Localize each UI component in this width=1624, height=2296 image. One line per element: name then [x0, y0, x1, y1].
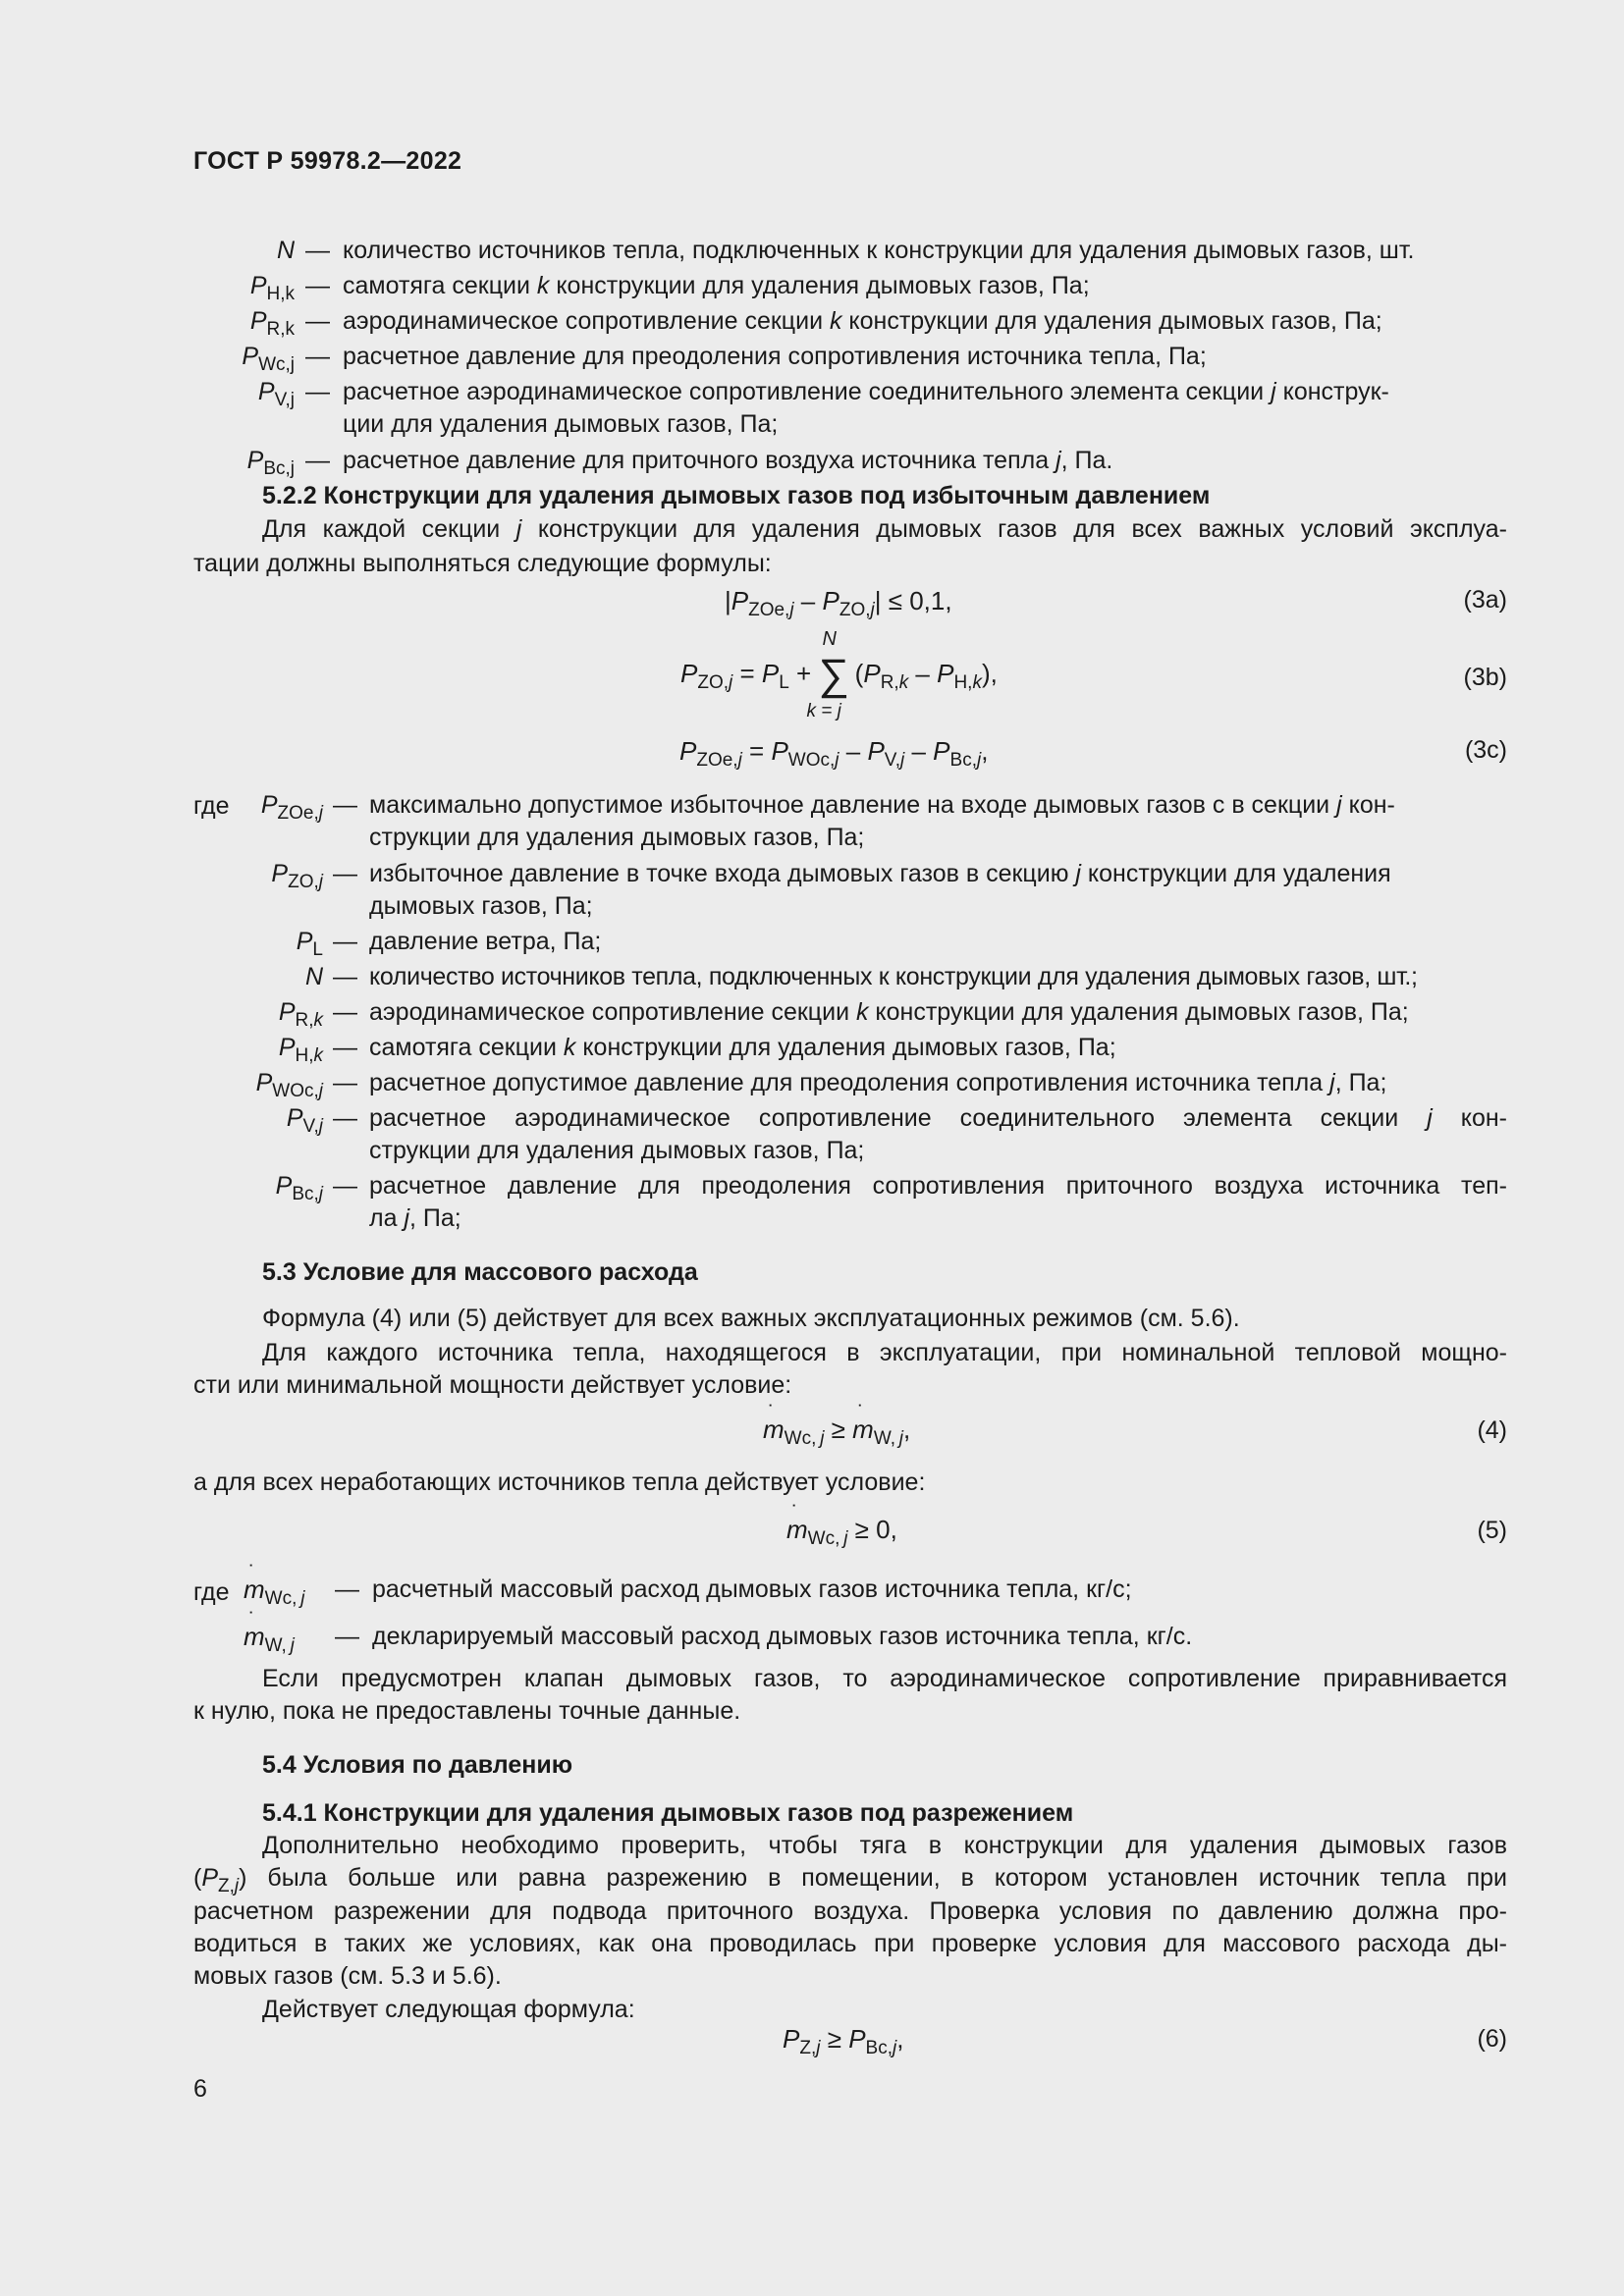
where-label: где [193, 1578, 230, 1606]
dash: — [305, 307, 330, 335]
paragraph: Для каждого источника тепла, находящегося в эксплуатации, при номинальной тепловой мощно- [262, 1339, 1507, 1366]
definition-text: расчетное допустимое давление для преодоления сопротивления источника тепла j, Па; [369, 1069, 1387, 1096]
paragraph: Действует следующая формула: [262, 1996, 635, 2023]
term-symbol: $P_{Bc,j}$ [246, 447, 295, 479]
dash: — [335, 1575, 359, 1603]
dash: — [305, 343, 330, 370]
definition-text: расчетное давление для приточного воздуха источника тепла j, Па. [343, 447, 1113, 474]
definition-text: декларируемый массовый расход дымовых газов источника тепла, кг/с. [372, 1623, 1193, 1650]
definition-text: аэродинамическое сопротивление секции k конструкции для удаления дымовых газов, Па; [369, 998, 1409, 1026]
paragraph: $(P_{Z,j})$ была больше или равна разрежению в помещении, в котором установлен источник тепла при [193, 1864, 1507, 1896]
dash: — [333, 791, 357, 819]
paragraph: Если предусмотрен клапан дымовых газов, то аэродинамическое сопротивление приравнивается [262, 1665, 1507, 1692]
paragraph: Дополнительно необходимо проверить, чтобы тяга в конструкции для удаления дымовых газов [262, 1832, 1507, 1859]
paragraph: тации должны выполняться следующие формулы: [193, 550, 772, 577]
definition-text: самотяга секции k конструкции для удаления дымовых газов, Па; [369, 1034, 1116, 1061]
term-symbol: N [276, 237, 295, 264]
section-heading-5-4: 5.4 Условия по давлению [262, 1751, 573, 1779]
formula-5: ˙ $m_{Wc, j} \ge 0$, [786, 1515, 897, 1545]
term-symbol: $P_{ZOe,j}$ [260, 791, 323, 824]
equation-number: (6) [1477, 2025, 1507, 2053]
definition-text: количество источников тепла, подключенных к конструкции для удаления дымовых газов, шт. [343, 237, 1415, 264]
formula-3a: $|P_{ZOe,j} - P_{ZO,j}| \le 0,1$, [725, 586, 952, 620]
paragraph: мовых газов (см. 5.3 и 5.6). [193, 1962, 502, 1990]
dash: — [333, 928, 357, 955]
dash: — [305, 272, 330, 299]
page-header: ГОСТ Р 59978.2—2022 [193, 147, 462, 175]
paragraph: к нулю, пока не предоставлены точные данные. [193, 1697, 741, 1725]
definition-text: самотяга секции k конструкции для удаления дымовых газов, Па; [343, 272, 1090, 299]
dash: — [333, 1034, 357, 1061]
formula-4: ˙ $m_{Wc, j}$ ≥ ˙ $m_{W, j}$, [763, 1415, 910, 1445]
definition-text-cont: ла j, Па; [369, 1204, 461, 1232]
definition-text: расчетное давление для преодоления сопротивления приточного воздуха источника теп- [369, 1172, 1507, 1200]
equation-number: (5) [1477, 1517, 1507, 1544]
page-number: 6 [193, 2075, 207, 2103]
dash: — [333, 1069, 357, 1096]
term-symbol: $P_{H,k}$ [278, 1034, 323, 1066]
term-symbol: $P_{V,j}$ [286, 1104, 323, 1137]
dash: — [305, 237, 330, 264]
dash: — [333, 1172, 357, 1200]
dash: — [333, 963, 357, 990]
definition-text: максимально допустимое избыточное давление на входе дымовых газов с в секции j кон- [369, 791, 1395, 819]
term-symbol: $P_{R,k}$ [249, 307, 295, 340]
dash: — [333, 998, 357, 1026]
formula-6: $P_{Z,j} \ge P_{Bc,j}$, [783, 2024, 904, 2058]
term-symbol: $P_{R,k}$ [278, 998, 323, 1031]
formula-3b: $P_{ZO,j} = P_L$ + N ∑ k = j $(P_{R,k} - P_{H,k})$, [680, 628, 998, 721]
equation-number: (3b) [1463, 664, 1507, 691]
definition-text-cont: дымовых газов, Па; [369, 892, 593, 920]
definition-text: расчетное давление для преодоления сопротивления источника тепла, Па; [343, 343, 1207, 370]
definition-text: количество источников тепла, подключенных к конструкции для удаления дымовых газов, шт.; [369, 963, 1418, 990]
term-symbol: ˙ $m_{Wc, j}$ [244, 1575, 304, 1605]
dash: — [333, 860, 357, 887]
dash: — [305, 447, 330, 474]
equation-number: (4) [1477, 1416, 1507, 1444]
term-symbol: $P_{V,j}$ [257, 378, 295, 410]
definition-text: расчетный массовый расход дымовых газов источника тепла, кг/с; [372, 1575, 1132, 1603]
term-symbol: $P_{H,k}$ [249, 272, 295, 304]
equation-number: (3a) [1463, 586, 1507, 614]
term-symbol: $P_{ZO,j}$ [271, 860, 323, 892]
dash: — [333, 1104, 357, 1132]
term-symbol: $P_{Bc,j}$ [275, 1172, 323, 1204]
paragraph: расчетном разрежении для подвода приточного воздуха. Проверка условия по давлению должна про- [193, 1897, 1507, 1925]
formula-3c: $P_{ZOe,j} = P_{WOc,j} - P_{V,j} - P_{Bc,j}$, [679, 736, 989, 771]
equation-number: (3c) [1464, 736, 1507, 764]
where-label: где [193, 792, 230, 820]
term-symbol: N [304, 963, 323, 990]
summation-symbol: N ∑ k = j [806, 628, 849, 721]
paragraph: сти или минимальной мощности действует условие: [193, 1371, 792, 1399]
term-symbol: $P_{Wc,j}$ [242, 343, 295, 375]
section-heading-5-4-1: 5.4.1 Конструкции для удаления дымовых газов под разрежением [262, 1799, 1074, 1827]
paragraph: Формула (4) или (5) действует для всех важных эксплуатационных режимов (см. 5.6). [262, 1305, 1240, 1332]
term-symbol: $P_L$ [296, 928, 323, 960]
definition-text-cont: ции для удаления дымовых газов, Па; [343, 410, 779, 438]
definition-text: расчетное аэродинамическое сопротивление соединительного элемента секции j кон- [369, 1104, 1507, 1132]
definition-text: расчетное аэродинамическое сопротивление соединительного элемента секции j конструк- [343, 378, 1389, 405]
paragraph: водиться в таких же условиях, как она проводилась при проверке условия для массового расхода ды- [193, 1930, 1507, 1957]
definition-text-cont: струкции для удаления дымовых газов, Па; [369, 824, 865, 851]
term-symbol: ˙ $m_{W, j}$ [244, 1622, 295, 1652]
definition-text-cont: струкции для удаления дымовых газов, Па; [369, 1137, 865, 1164]
dash: — [305, 378, 330, 405]
paragraph: а для всех неработающих источников тепла действует условие: [193, 1468, 926, 1496]
section-heading-5-3: 5.3 Условие для массового расхода [262, 1258, 698, 1286]
definition-text: давление ветра, Па; [369, 928, 602, 955]
paragraph: Для каждой секции j конструкции для удаления дымовых газов для всех важных условий эксплуа- [262, 515, 1507, 543]
definition-text: аэродинамическое сопротивление секции k конструкции для удаления дымовых газов, Па; [343, 307, 1382, 335]
section-heading-5-2-2: 5.2.2 Конструкции для удаления дымовых газов под избыточным давлением [262, 482, 1211, 509]
term-symbol: $P_{WOc,j}$ [255, 1069, 323, 1101]
dash: — [335, 1623, 359, 1650]
definition-text: избыточное давление в точке входа дымовых газов в секцию j конструкции для удаления [369, 860, 1391, 887]
